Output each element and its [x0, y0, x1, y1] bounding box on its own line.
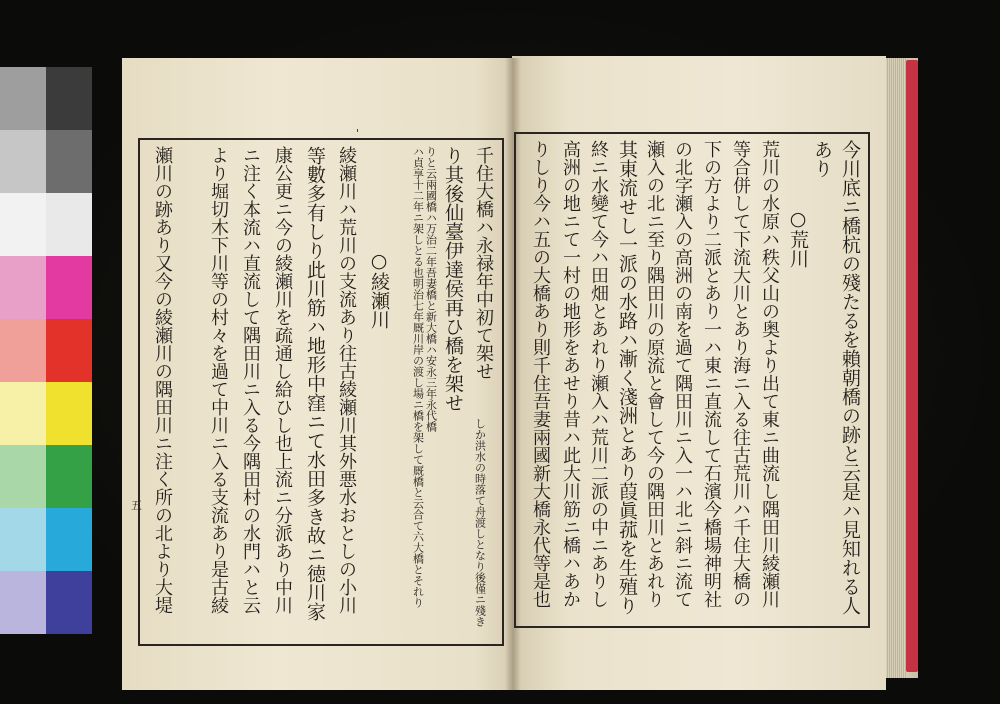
color-calibration-strip — [0, 67, 92, 633]
right-col-4: 荒川の水原ハ秩父山の奥より出て東ニ曲流し隅田川綾瀬川 — [759, 140, 780, 608]
right-col-8: 瀬入の北ニ至り隅田川の原流と會して今の隅田川とあれり — [644, 140, 665, 608]
color-patch — [46, 445, 92, 508]
right-col-11: 高洲の地ニて一村の地形をあせり昔ハ此大川筋ニ橋ハあか — [560, 140, 581, 608]
color-patch — [0, 193, 46, 256]
right-col-2: あり — [811, 140, 833, 178]
margin-mark: ' — [356, 127, 360, 140]
color-patch — [46, 67, 92, 130]
left-col-1-tail: しか洪水の時落て舟渡しとなり後僅ニ殘き — [473, 418, 487, 627]
right-col-10: 終ニ水變て今ハ田畑とあれり瀬入ハ荒川二派の中ニありし — [588, 140, 609, 608]
color-patch — [0, 319, 46, 382]
page-number: 五 — [131, 499, 142, 512]
color-patch — [0, 445, 46, 508]
color-patch — [0, 130, 46, 193]
red-cover-edge — [906, 60, 918, 672]
color-patch — [0, 67, 46, 130]
right-col-6: 下の方より二派とあり一ハ東ニ直流して石濱今橋場神明社 — [701, 140, 722, 608]
right-col-5: 等合併して下流大川とあり海ニ入る往古荒川ハ千住大橋の — [730, 140, 751, 608]
color-patch — [46, 319, 92, 382]
left-col-3b: ハ貞享十二年ニ架しとる也明治七年厩川岸の渡し場ニ橋を架して厩橋と云合て六大橋とそれり — [411, 146, 425, 608]
left-col-5: 綾瀬川ハ荒川の支流あり往古綾瀬川其外悪水おとしの小川 — [336, 146, 357, 614]
left-col-3a: りと云兩國橋ハ万治二年吾妻橋と新大橋ハ安永三年永代橋 — [424, 146, 438, 432]
color-patch — [46, 382, 92, 445]
right-col-12: りしり今ハ五の大橋あり則千住吾妻兩國新大橋永代等是也 — [530, 140, 551, 608]
color-patch — [0, 508, 46, 571]
color-patch — [46, 571, 92, 634]
left-col-9: より堀切木下川等の村々を過て中川ニ入る支流あり是古綾 — [208, 146, 229, 614]
color-patch — [46, 130, 92, 193]
color-patch — [0, 571, 46, 634]
right-heading-arakawa: ○荒川 — [787, 208, 809, 268]
right-col-1: 今川底ニ橋杭の殘たるを賴朝橋の跡と云是ハ見知れる人 — [839, 140, 861, 615]
color-patch — [46, 256, 92, 319]
left-col-7: 康公更ニ今の綾瀬川を疏通し給ひし也上流ニ分派あり中川 — [272, 146, 293, 614]
right-col-9: 其東流せし一派の水路ハ漸く淺洲とあり葭眞菰を生殖り — [616, 140, 638, 615]
left-col-2: り其後仙臺伊達侯再ひ橋を架せ — [442, 146, 464, 412]
right-col-7: の北字瀬入の高洲の南を過て隅田川ニ入一ハ北ニ斜ニ流て — [672, 140, 693, 608]
left-col-6: 等數多有しり此川筋ハ地形中窪ニて水田多き故ニ徳川家 — [304, 146, 326, 621]
left-col-10: 瀬川の跡あり又今の綾瀬川の隅田川ニ注く所の北より大堤 — [152, 146, 173, 614]
color-patch — [46, 508, 92, 571]
left-heading-ayasegawa: ○綾瀬川 — [368, 250, 390, 329]
left-col-1: 千住大橋ハ永禄年中初て架せ — [473, 146, 494, 380]
color-patch — [0, 382, 46, 445]
color-patch — [46, 193, 92, 256]
color-patch — [0, 256, 46, 319]
left-col-8: ニ注く本流ハ直流して隅田川ニ入る今隅田村の水門ハと云 — [240, 146, 261, 614]
